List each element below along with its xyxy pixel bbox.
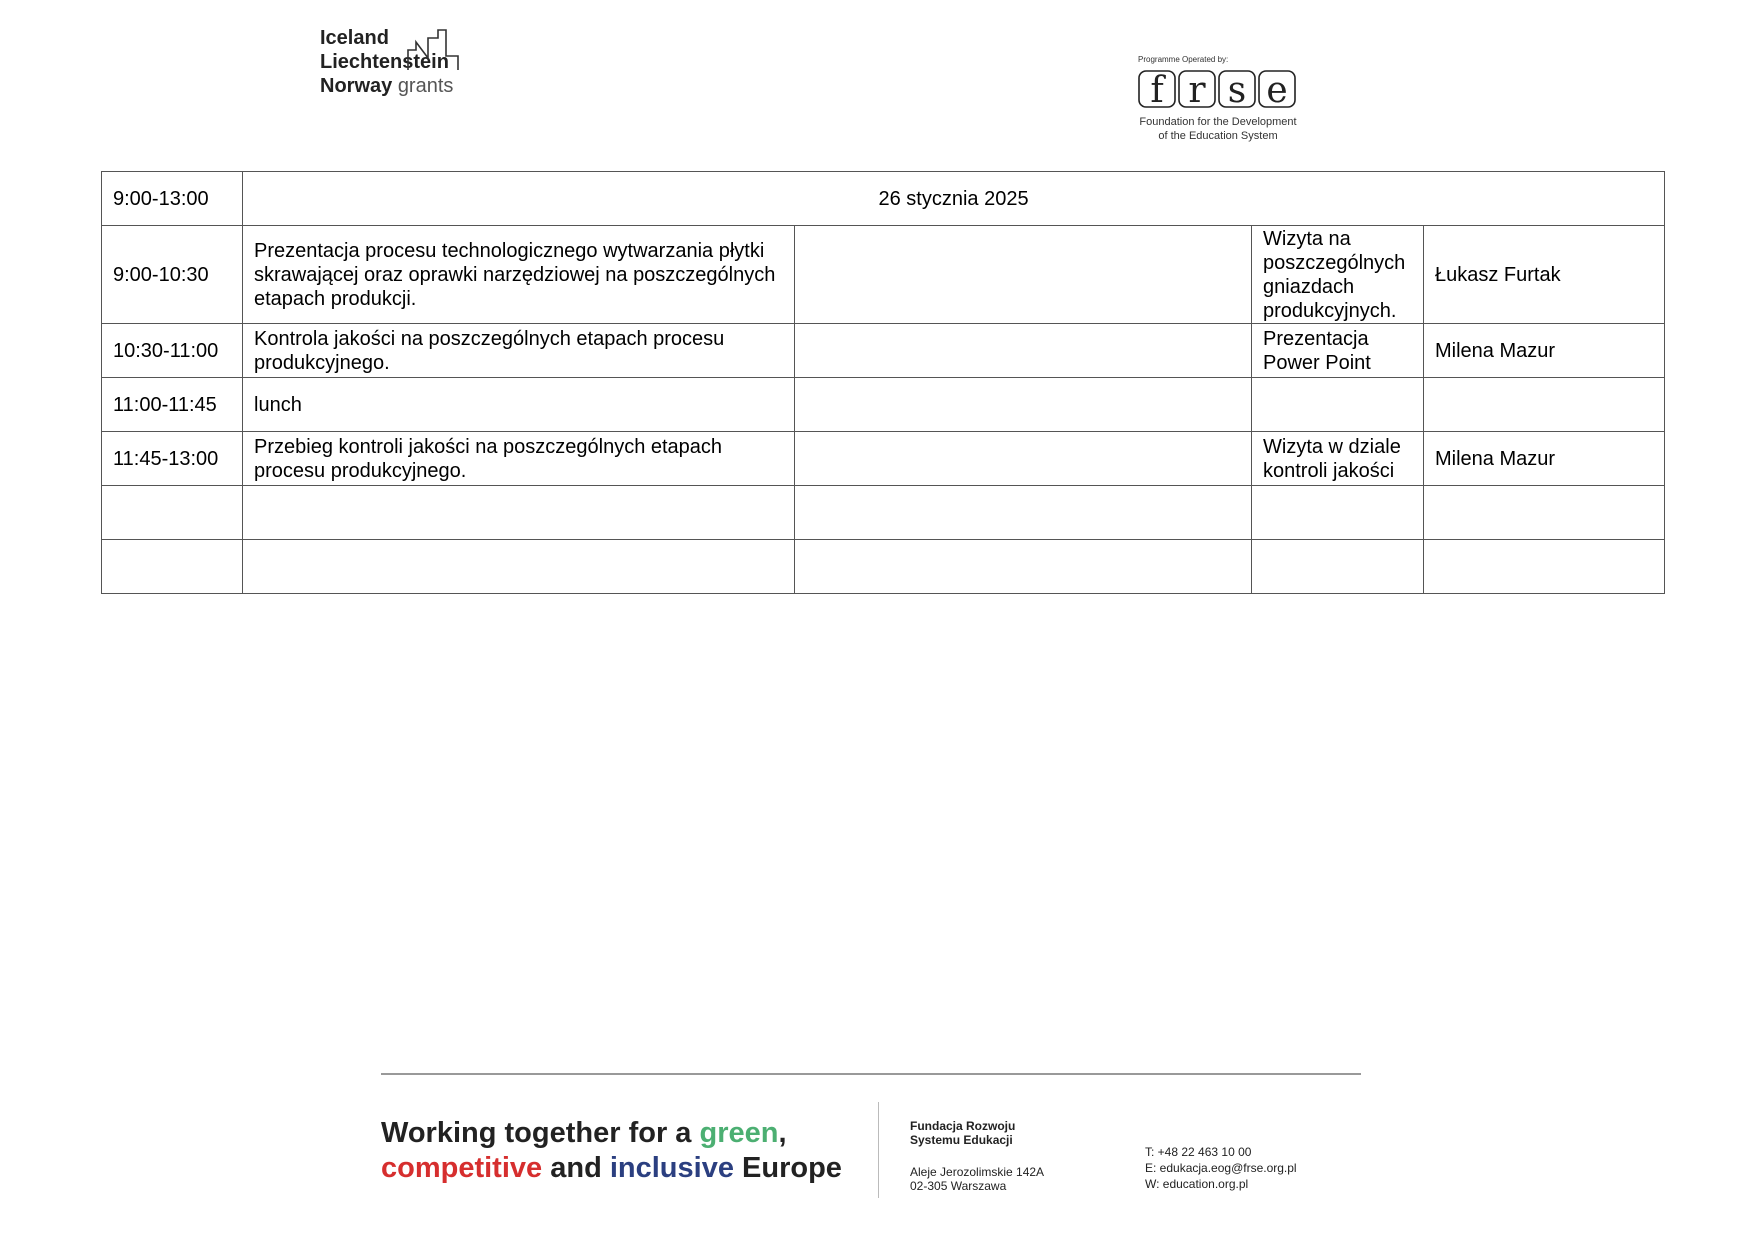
time-cell — [102, 486, 243, 540]
time-cell — [102, 540, 243, 594]
logo-line-norway — [320, 74, 480, 98]
table-row — [102, 432, 1665, 486]
time-cell: 10:30-11:00 — [102, 324, 243, 378]
topic-cell — [243, 540, 795, 594]
header-date-cell: 26 stycznia 2025 — [243, 172, 1665, 226]
svg-text:r: r — [1188, 70, 1206, 110]
logo-grants: grants — [397, 75, 454, 97]
topic-cell: Przebieg kontroli jakości na poszczególnych etapach procesu produkcyjnego. — [243, 432, 795, 486]
svg-text:s: s — [1227, 70, 1247, 110]
table-row — [102, 378, 1665, 432]
svg-text:f: f — [1150, 70, 1164, 110]
logo-line-iceland: Iceland — [320, 27, 389, 49]
form-cell: Prezentacja Power Point — [1252, 324, 1424, 378]
frse-logo — [1138, 55, 1308, 145]
blank-cell — [795, 226, 1252, 324]
table-row — [102, 540, 1665, 594]
time-cell: 11:00-11:45 — [102, 378, 243, 432]
form-cell — [1252, 540, 1424, 594]
footer-tagline — [381, 1116, 842, 1186]
footer-vertical-divider — [878, 1102, 879, 1198]
person-cell — [1424, 540, 1665, 594]
table-row — [102, 324, 1665, 378]
person-cell: Łukasz Furtak — [1424, 226, 1665, 324]
tagline-text: Working together for a — [381, 1117, 700, 1149]
frse-foundation-line1: Foundation for the Development — [1139, 116, 1297, 128]
tagline-green: green — [699, 1117, 779, 1149]
tagline-europe: Europe — [733, 1152, 842, 1184]
form-cell — [1252, 378, 1424, 432]
logo-line-liechtenstein: Liechtenstein — [320, 51, 449, 73]
blank-cell — [795, 486, 1252, 540]
person-cell — [1424, 486, 1665, 540]
person-cell — [1424, 378, 1665, 432]
eea-norway-grants-logo — [320, 26, 480, 126]
topic-cell: Prezentacja procesu technologicznego wytwarzania płytki skrawającej oraz oprawki narzędziowej na poszczególnych etapach produkcji. — [243, 226, 795, 324]
time-cell: 11:45-13:00 — [102, 432, 243, 486]
tagline-line-2 — [381, 1151, 842, 1186]
logo-norway: Norway — [320, 75, 393, 97]
topic-cell — [243, 486, 795, 540]
tagline-and: and — [542, 1152, 610, 1184]
tagline-competitive: competitive — [381, 1152, 543, 1184]
buildings-icon — [406, 28, 462, 72]
table-row — [102, 486, 1665, 540]
blank-cell — [795, 432, 1252, 486]
table-header-row — [102, 172, 1665, 226]
topic-cell: Kontrola jakości na poszczególnych etapach procesu produkcyjnego. — [243, 324, 795, 378]
person-cell: Milena Mazur — [1424, 324, 1665, 378]
tagline-inclusive: inclusive — [609, 1152, 734, 1184]
tagline-comma: , — [778, 1117, 787, 1149]
blank-cell — [795, 540, 1252, 594]
schedule-table — [101, 171, 1665, 594]
form-cell: Wizyta na poszczególnych gniazdach produkcyjnych. — [1252, 226, 1424, 324]
tagline-line-1 — [381, 1116, 842, 1151]
contact-email[interactable]: E: edukacja.eog@frse.org.pl — [1145, 1161, 1297, 1175]
footer-contact — [1145, 1144, 1297, 1192]
table-row — [102, 226, 1665, 324]
svg-text:e: e — [1266, 70, 1288, 110]
form-cell: Wizyta w dziale kontroli jakości — [1252, 432, 1424, 486]
frse-foundation-line2: of the Education System — [1158, 130, 1278, 142]
programme-operated-by: Programme Operated by: — [1138, 55, 1229, 64]
header-time-cell: 9:00-13:00 — [102, 172, 243, 226]
blank-cell — [795, 324, 1252, 378]
person-cell: Milena Mazur — [1424, 432, 1665, 486]
time-cell: 9:00-10:30 — [102, 226, 243, 324]
org-name-2: Systemu Edukacji — [910, 1133, 1013, 1147]
org-name-1: Fundacja Rozwoju — [910, 1119, 1016, 1133]
contact-web[interactable]: W: education.org.pl — [1145, 1177, 1249, 1191]
address-line-2: 02-305 Warszawa — [910, 1179, 1007, 1193]
address-line-1: Aleje Jerozolimskie 142A — [910, 1165, 1045, 1179]
form-cell — [1252, 486, 1424, 540]
topic-cell: lunch — [243, 378, 795, 432]
footer-organization — [910, 1119, 1044, 1193]
footer-divider — [381, 1073, 1361, 1075]
contact-phone: T: +48 22 463 10 00 — [1145, 1145, 1252, 1159]
frse-wordmark-icon — [1138, 70, 1298, 110]
blank-cell — [795, 378, 1252, 432]
